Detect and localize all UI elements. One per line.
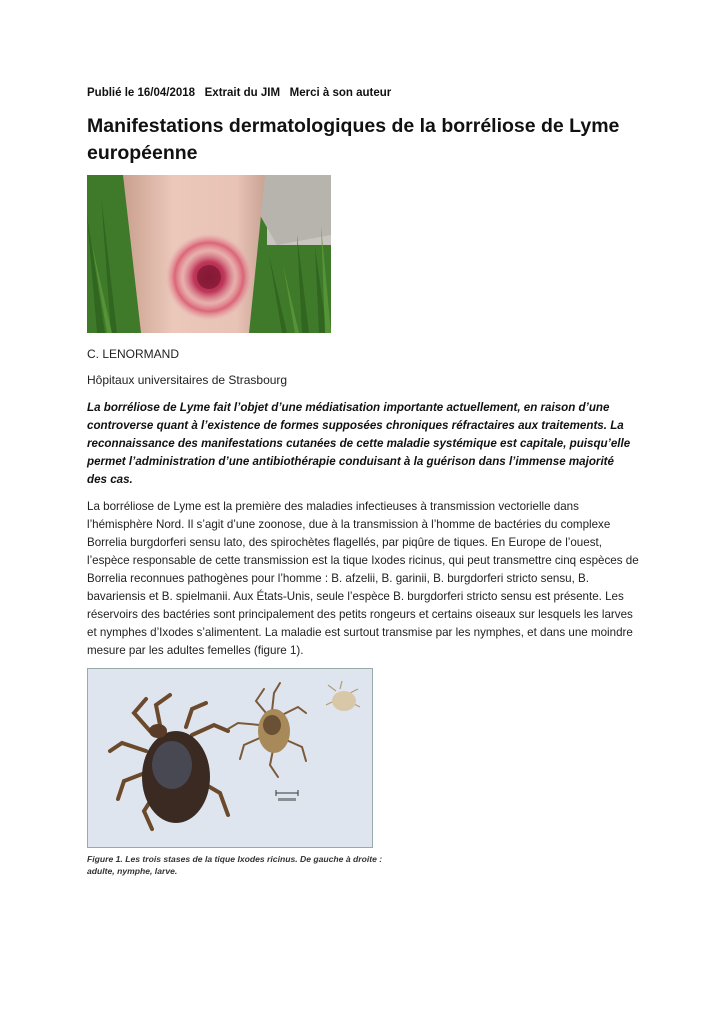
tick-stages-figure — [87, 668, 373, 848]
publication-header — [87, 87, 391, 99]
body-paragraph: La borréliose de Lyme est la première des maladies infectieuses à transmission vectorielle dans l’hémisphère Nord. Il s’agit d’une zoonose, due à la transmission à l’homme de bactéries du complexe Borrelia burgdorferi sensu lato, des spirochètes flagellés, par piqûre de tiques. En Europe de l’ouest, l’espèce responsable de cette transmission est la tique Ixodes ricinus, qui peut transmettre cinq espèces de Borrelia reconnues pathogènes pour l’homme : B. afzelii, B. garinii, B. burgdorferi stricto sensu, B. bavariensis et B. spielmanii. Aux États-Unis, seule l’espèce B. burgdorferi stricto sensu est présente. Les réservoirs des bactéries sont principalement des petits rongeurs et certains oiseaux sur lesquels les larves et nymphes d’Ixodes s’alimentent. La maladie est surtout transmise par les nymphes, et dans une moindre mesure par les adultes femelles (figure 1). — [87, 500, 639, 657]
thanks-label: Merci à son auteur — [289, 87, 392, 99]
erythema-migrans-photo — [87, 175, 331, 333]
abstract-paragraph: La borréliose de Lyme fait l’objet d’une médiatisation importante actuellement, en raison d’une controverse quant à l’existence de formes supposées chroniques réfractaires aux traitements. La reconnaissance des manifestations cutanées de cette maladie systémique est capitale, puisqu’elle permet l’administration d’une antibiothérapie conduisant à la guérison dans l’immense majorité des cas. — [87, 401, 631, 486]
source-label: Extrait du JIM — [204, 87, 281, 99]
figure-caption: Figure 1. Les trois stases de la tique Ixodes ricinus. De gauche à droite : adulte, nymphe, larve. — [87, 854, 383, 876]
author-name: C. LENORMAND — [87, 347, 180, 361]
author-affiliation: Hôpitaux universitaires de Strasbourg — [87, 373, 288, 387]
published-date: Publié le 16/04/2018 — [87, 87, 196, 99]
article-title: Manifestations dermatologiques de la borréliose de Lyme européenne — [87, 115, 620, 164]
